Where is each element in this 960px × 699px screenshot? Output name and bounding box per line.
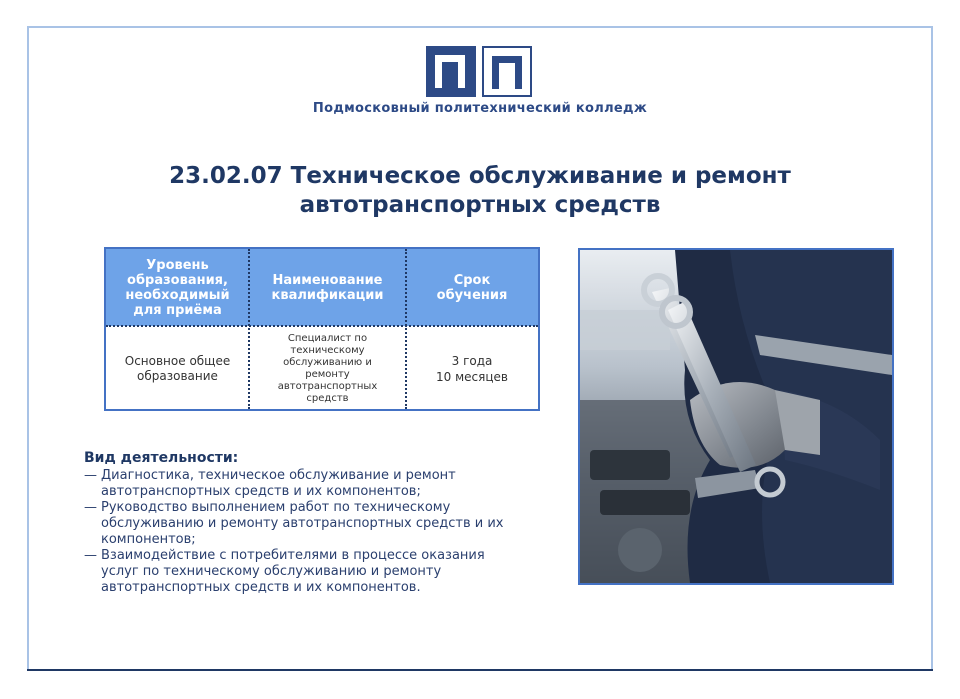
list-item: — Руководство выполнением работ по техническому обслуживанию и ремонту автотранспортных средств и их компонентов; — [84, 500, 504, 547]
college-logo — [426, 46, 534, 97]
cell-qualification-name: Специалист по техническому обслуживанию и ремонту автотранспортных средств — [277, 332, 378, 404]
mechanic-with-wrenches-photo — [578, 248, 894, 585]
header-study-period: Срок обучения — [436, 272, 508, 303]
header-education-level: Уровень образования, необходимый для приёма — [125, 257, 230, 318]
qualification-table — [104, 247, 540, 411]
cell-study-period: 3 года 10 месяцев — [436, 353, 508, 384]
dash-bullet: — — [84, 500, 97, 515]
list-item: — Диагностика, техническое обслуживание и ремонт автотранспортных средств и их компонентов; — [84, 468, 456, 499]
title-line-2: автотранспортных средств — [299, 192, 661, 218]
dash-bullet: — — [84, 468, 97, 483]
list-item: — Взаимодействие с потребителями в процессе оказания услуг по техническому обслуживанию и ремонту автотранспортных средств и их компонентов. — [84, 548, 485, 595]
photo-illustration — [580, 250, 892, 583]
activity-title: Вид деятельности: — [84, 450, 239, 466]
header-qualification-name: Наименование квалификации — [271, 272, 384, 303]
table-header-row — [106, 249, 538, 328]
logo-block-outline — [482, 46, 532, 97]
college-name: Подмосковный политехнический колледж — [312, 101, 648, 116]
activity-list — [84, 468, 554, 596]
dash-bullet: — — [84, 548, 97, 563]
title-line-1: 23.02.07 Техническое обслуживание и ремонт — [169, 163, 791, 189]
logo-block-solid — [426, 46, 476, 97]
activity-section — [84, 450, 554, 596]
page-frame-bottom-line — [27, 669, 933, 671]
cell-education-level: Основное общее образование — [124, 353, 231, 383]
table-row-divider — [106, 325, 538, 327]
page-title — [60, 162, 900, 220]
